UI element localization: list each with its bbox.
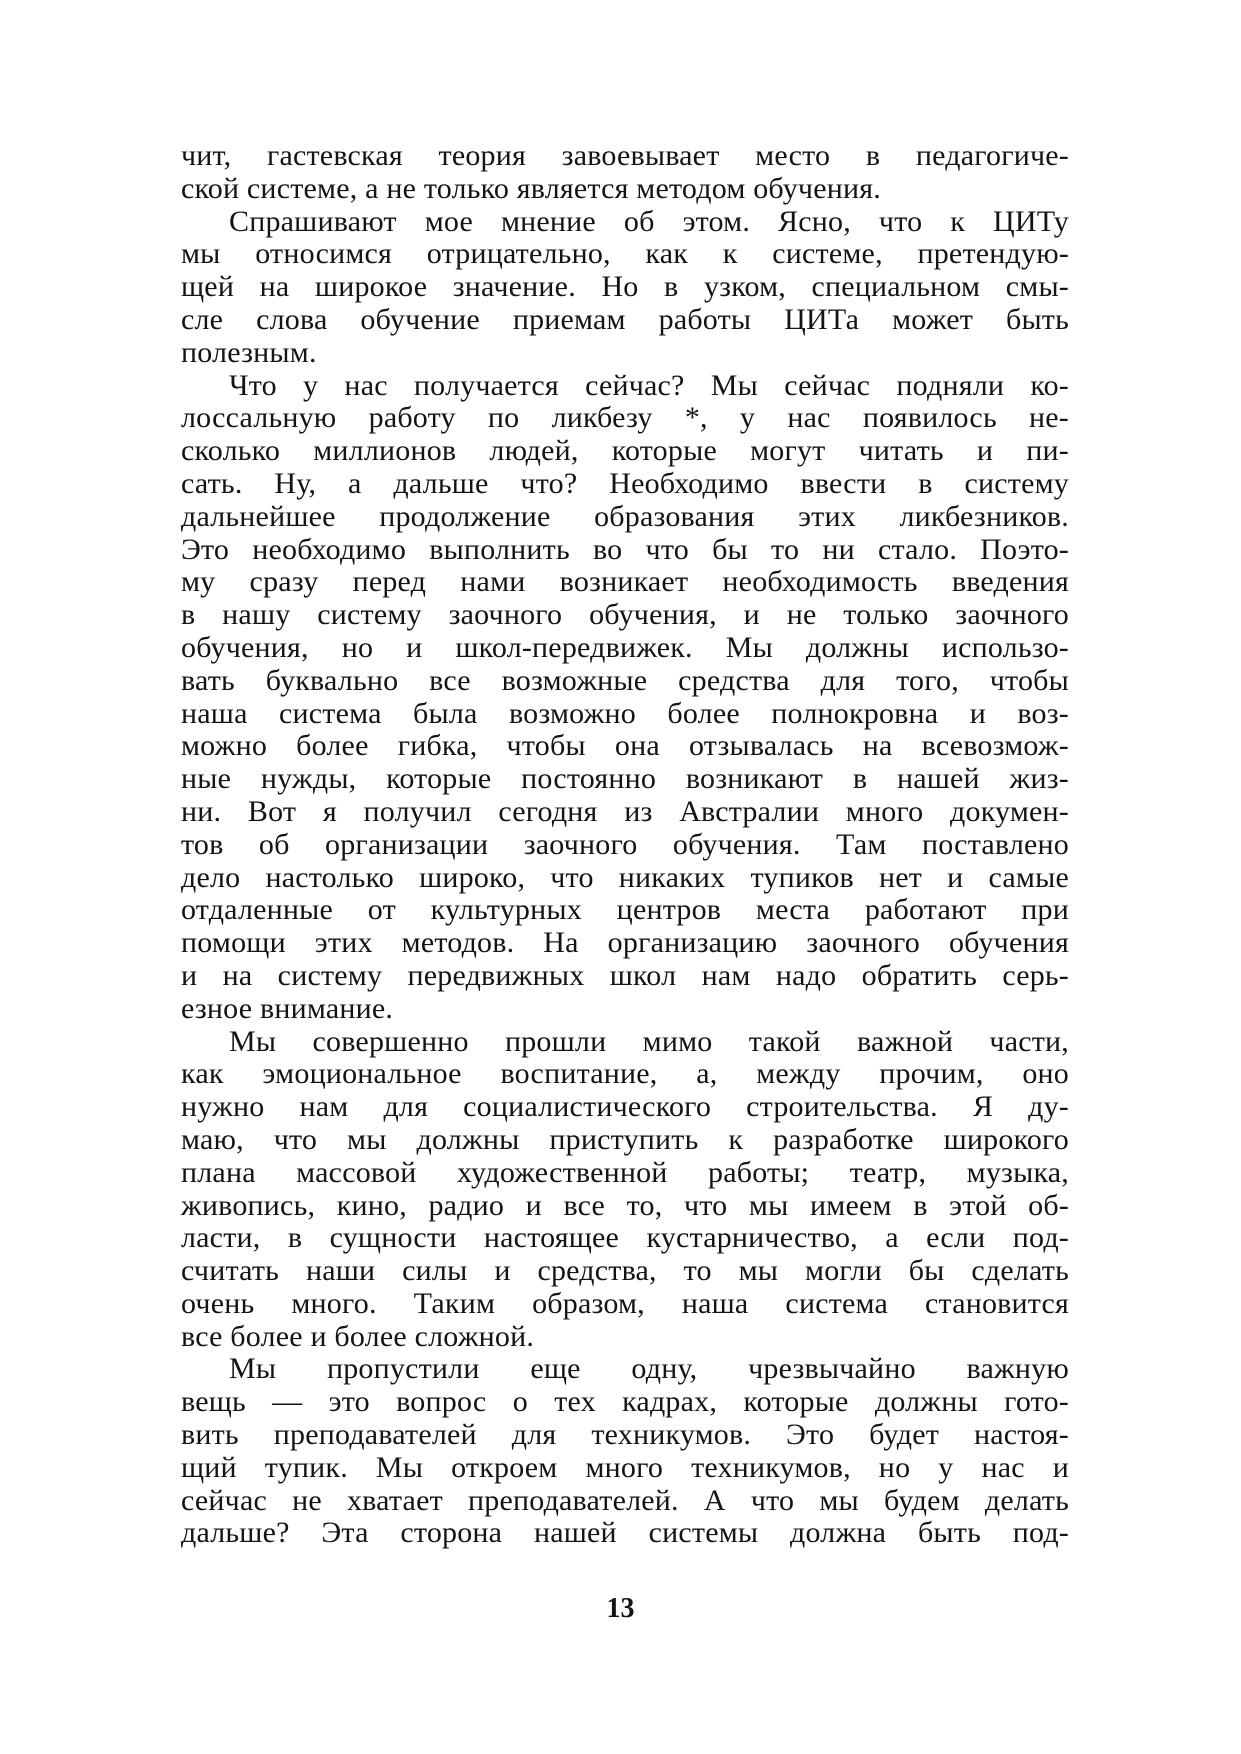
text-line: считать наши силы и средства, то мы могли бы сделать bbox=[181, 1254, 1069, 1288]
text-line: вещь — это вопрос о тех кадрах, которые должны гото- bbox=[181, 1385, 1069, 1419]
text-line: отдаленные от культурных центров места работают при bbox=[181, 893, 1069, 927]
text-line: как эмоциональное воспитание, а, между прочим, оно bbox=[181, 1057, 1069, 1091]
text-line: очень много. Таким образом, наша система становится bbox=[181, 1286, 1069, 1320]
text-line: щий тупик. Мы откроем много техникумов, но у нас и bbox=[181, 1450, 1069, 1484]
text-line: лоссальную работу по ликбезу *, у нас появилось не- bbox=[181, 401, 1069, 435]
text-line: Мы пропустили еще одну, чрезвычайно важную bbox=[229, 1352, 1069, 1386]
text-line: сколько миллионов людей, которые могут читать и пи- bbox=[181, 434, 1069, 468]
text-line: сать. Ну, а дальше что? Необходимо ввести в систему bbox=[181, 466, 1069, 500]
text-line: маю, что мы должны приступить к разработке широкого bbox=[181, 1122, 1069, 1156]
text-line: щей на широкое значение. Но в узком, специальном смы- bbox=[181, 270, 1069, 304]
text-line: помощи этих методов. На организацию заочного обучения bbox=[181, 926, 1069, 960]
text-line: вить преподавателей для техникумов. Это будет настоя- bbox=[181, 1418, 1069, 1452]
text-line: му сразу перед нами возникает необходимость введения bbox=[181, 565, 1069, 599]
text-line: вать буквально все возможные средства для того, чтобы bbox=[181, 663, 1069, 697]
text-line: наша система была возможно более полнокровна и воз- bbox=[181, 696, 1069, 730]
text-line: мы относимся отрицательно, как к системе, претендую- bbox=[181, 237, 1069, 271]
text-line: ской системе, а не только является методом обучения. bbox=[181, 171, 881, 205]
text-line: Мы совершенно прошли мимо такой важной части, bbox=[229, 1024, 1069, 1058]
text-line: Это необходимо выполнить во что бы то ни стало. Поэто- bbox=[181, 532, 1069, 566]
text-line: дело настолько широко, что никаких тупиков нет и самые bbox=[181, 860, 1069, 894]
text-line: Спрашивают мое мнение об этом. Ясно, что к ЦИТу bbox=[229, 204, 1069, 238]
text-line: в нашу систему заочного обучения, и не только заочного bbox=[181, 598, 1069, 632]
text-line: дальше? Эта сторона нашей системы должна быть под- bbox=[181, 1516, 1069, 1550]
text-line: дальнейшее продолжение образования этих ликбезников. bbox=[181, 499, 1069, 533]
text-line: можно более гибка, чтобы она отзывалась на всевозмож- bbox=[181, 729, 1069, 763]
text-line: ласти, в сущности настоящее кустарничество, а если под- bbox=[181, 1221, 1069, 1255]
text-line: Что у нас получается сейчас? Мы сейчас подняли ко- bbox=[229, 368, 1069, 402]
body-text bbox=[181, 140, 1069, 1550]
text-line: живопись, кино, радио и все то, что мы имеем в этой об- bbox=[181, 1188, 1069, 1222]
page-number: 13 bbox=[606, 1593, 635, 1624]
text-line: и на систему передвижных школ нам надо обратить серь- bbox=[181, 958, 1069, 992]
text-line: тов об организации заочного обучения. Там поставлено bbox=[181, 827, 1069, 861]
text-line: плана массовой художественной работы; театр, музыка, bbox=[181, 1155, 1069, 1189]
text-line: ни. Вот я получил сегодня из Австралии много докумен- bbox=[181, 794, 1069, 828]
text-line: полезным. bbox=[181, 335, 317, 369]
text-line: все более и более сложной. bbox=[181, 1319, 535, 1353]
text-line: обучения, но и школ-передвижек. Мы должны использо- bbox=[181, 630, 1069, 664]
text-line: сейчас не хватает преподавателей. А что мы будем делать bbox=[181, 1483, 1069, 1517]
text-line: чит, гастевская теория завоевывает место в педагогиче- bbox=[181, 139, 1069, 172]
text-line: езное внимание. bbox=[181, 991, 394, 1025]
text-line: ные нужды, которые постоянно возникают в нашей жиз- bbox=[181, 762, 1069, 796]
text-line: сле слова обучение приемам работы ЦИТа может быть bbox=[181, 302, 1069, 336]
text-line: нужно нам для социалистического строительства. Я ду- bbox=[181, 1090, 1069, 1124]
